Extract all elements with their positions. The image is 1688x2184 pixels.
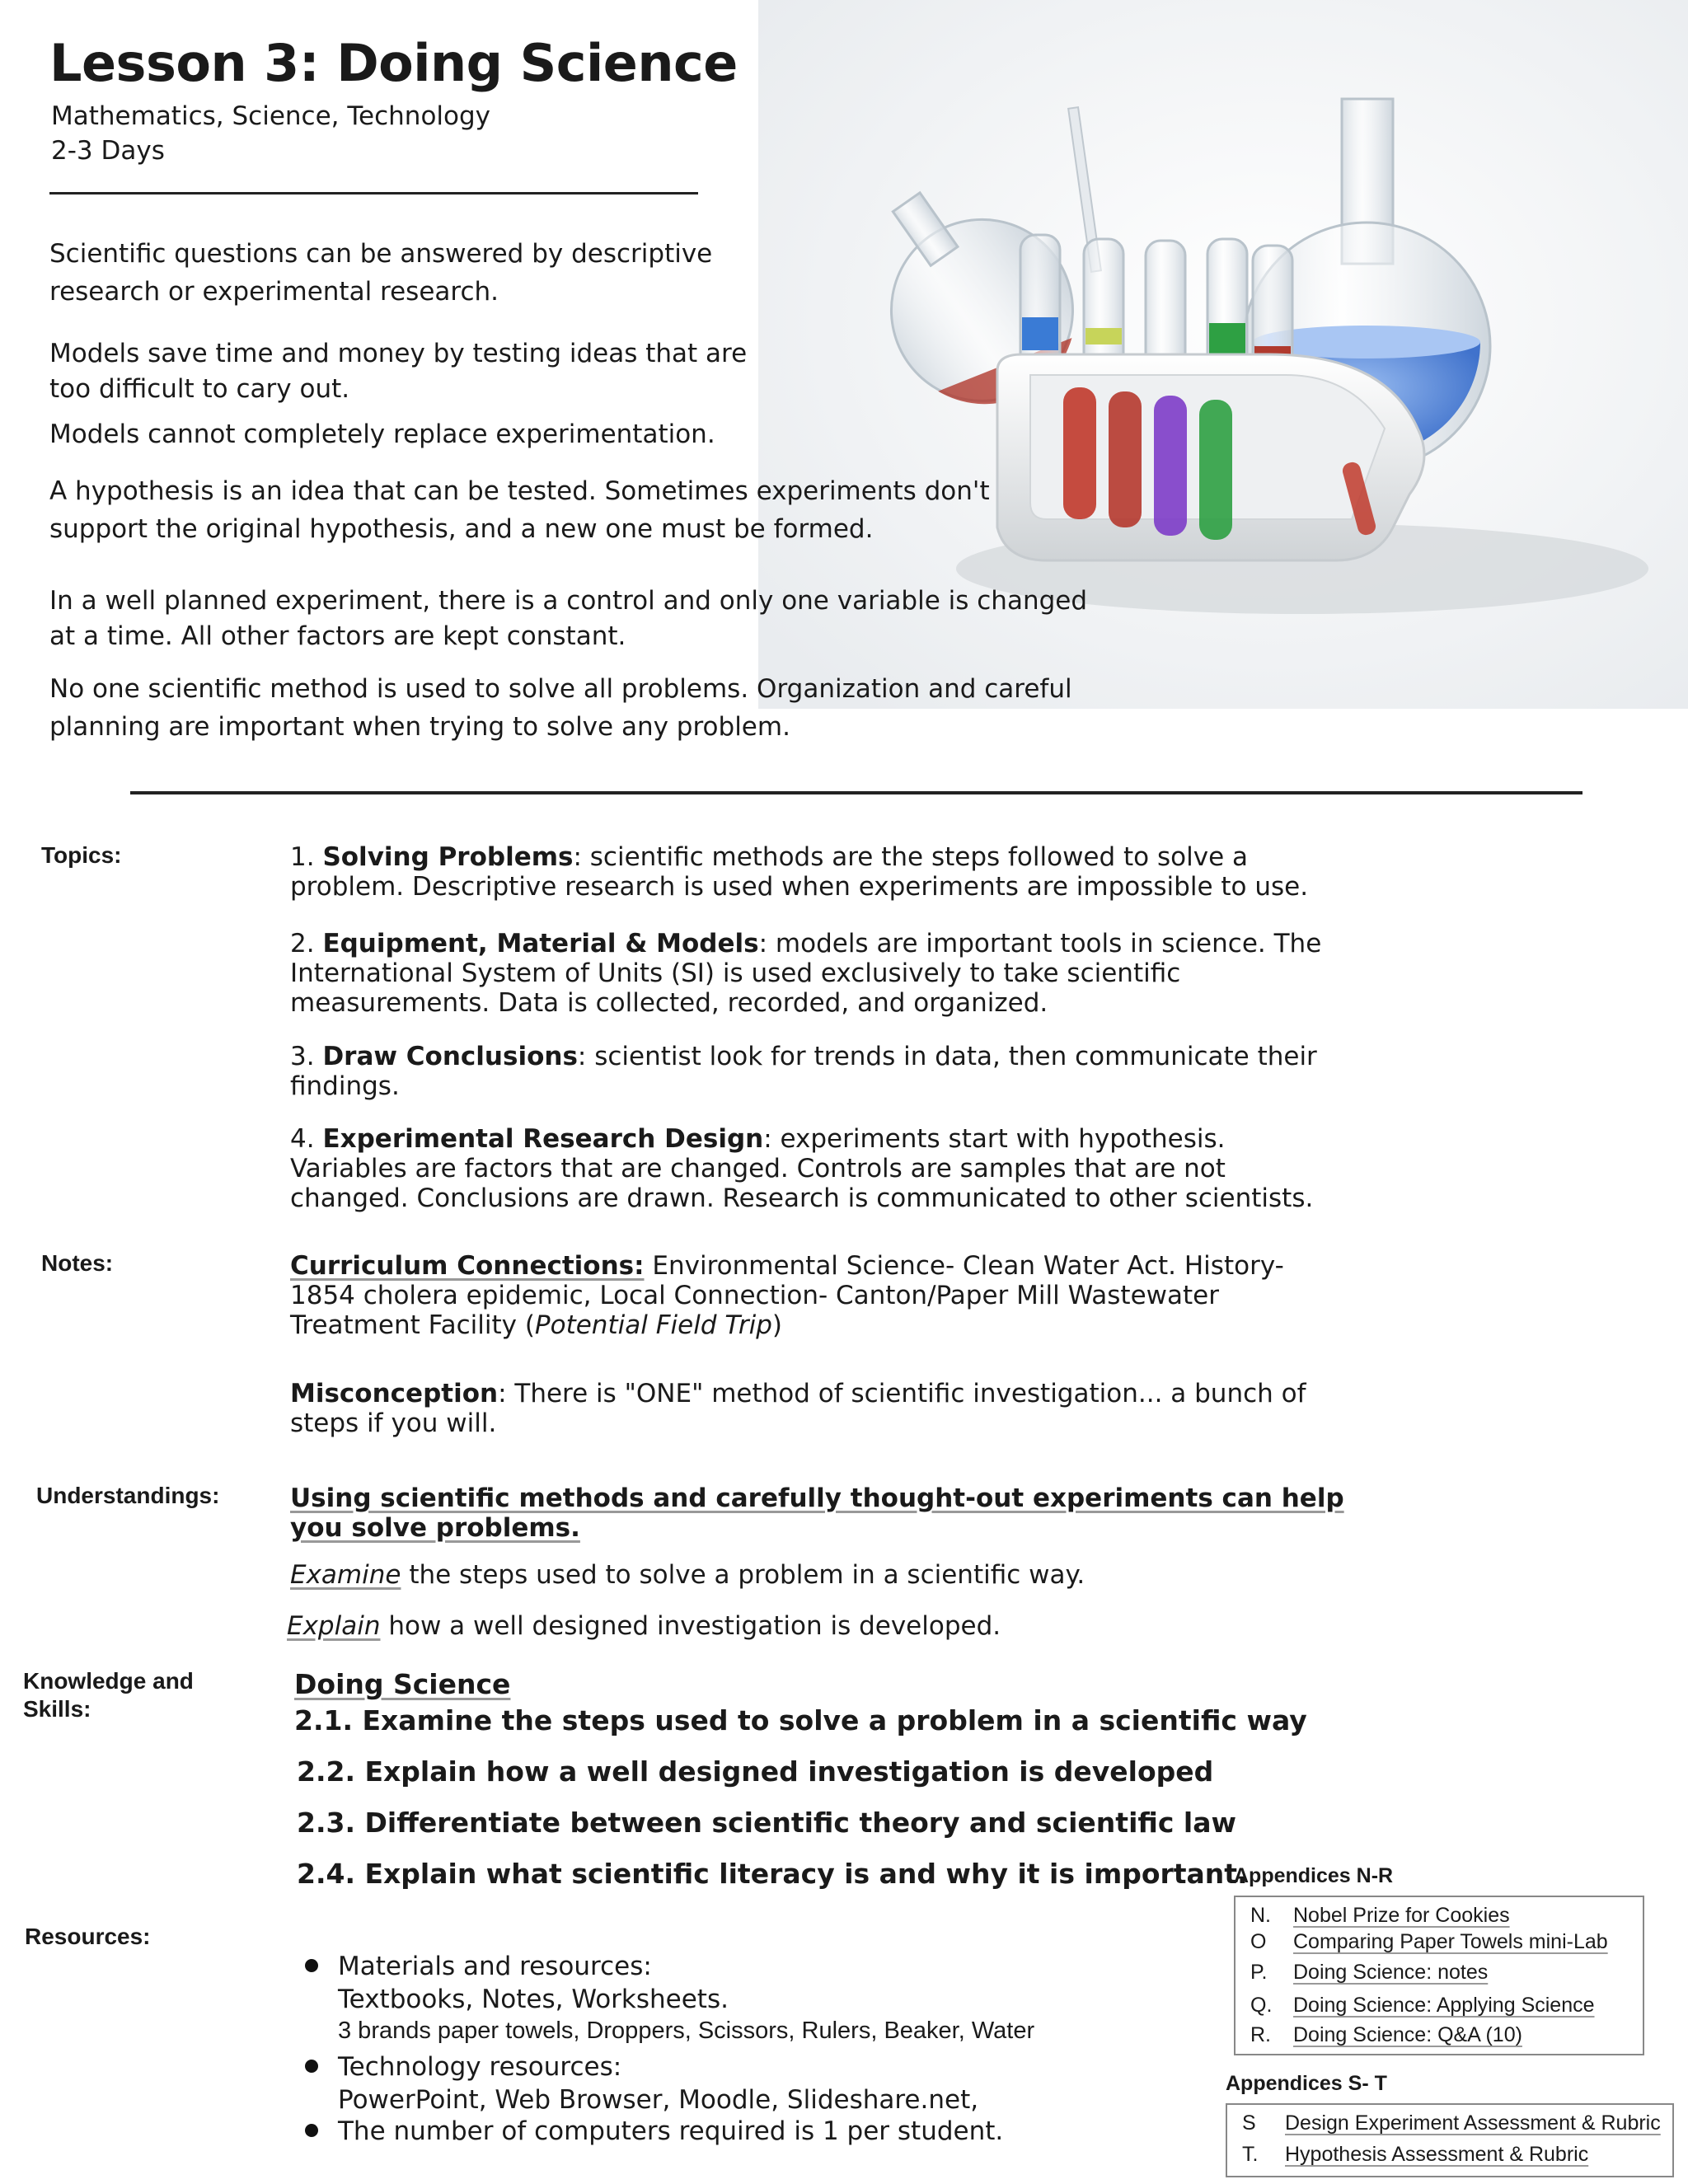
understandings-label: Understandings: (36, 1483, 220, 1508)
understanding-explain (287, 1611, 1001, 1641)
lesson-title: Lesson 3: Doing Science (49, 33, 738, 93)
appendices-st-title: Appendices S- T (1226, 2072, 1387, 2095)
skill-item: 2.3. Differentiate between scientific theory and scientific law (297, 1807, 1236, 1839)
intro-line: too difficult to cary out. (49, 374, 350, 404)
notes-text: Environmental Science- Clean Water Act. History- (644, 1251, 1284, 1281)
resource-text: Technology resources: (338, 2052, 622, 2082)
appendix-link[interactable]: Doing Science: Q&A (10) (1293, 2023, 1522, 2046)
subject-areas: Mathematics, Science, Technology (51, 101, 491, 131)
bullet-icon (305, 1959, 318, 1972)
topic-heading: Draw Conclusions (322, 1042, 578, 1071)
intro-statement-2 (49, 336, 747, 407)
bullet-icon (305, 2060, 318, 2073)
bullet-icon (305, 2124, 318, 2137)
topic-text: : experiments start with hypothesis. (763, 1124, 1226, 1154)
intro-line: at a time. All other factors are kept constant. (49, 621, 626, 651)
understanding-line: Using scientific methods and carefully thought-out experiments can help (290, 1483, 1344, 1513)
topic-4 (290, 1124, 1313, 1213)
title-divider (49, 192, 698, 194)
lesson-duration: 2-3 Days (51, 136, 165, 166)
intro-line: In a well planned experiment, there is a control and only one variable is changed (49, 586, 1088, 616)
intro-line: Scientific questions can be answered by descriptive (49, 239, 713, 269)
appendix-row-s[interactable] (1242, 2111, 1661, 2135)
resource-text: The number of computers required is 1 per student. (338, 2116, 1004, 2146)
appendices-nr-box (1234, 1896, 1644, 2055)
appendix-letter: S (1242, 2111, 1256, 2135)
intro-line: planning are important when trying to solve any problem. (49, 712, 790, 742)
understanding-examine (290, 1560, 1085, 1590)
intro-statement-5 (49, 583, 1087, 654)
appendix-row-r[interactable] (1250, 2023, 1522, 2047)
skill-item: 2.4. Explain what scientific literacy is and why it is important. (297, 1858, 1248, 1890)
topics-label: Topics: (41, 842, 122, 868)
intro-line: No one scientific method is used to solve all problems. Organization and careful (49, 674, 1072, 704)
appendix-row-t[interactable] (1242, 2143, 1588, 2167)
appendix-row-p[interactable] (1250, 1961, 1488, 1985)
appendix-letter: R. (1250, 2023, 1271, 2046)
topic-number: 3. (290, 1042, 315, 1071)
appendix-row-o[interactable] (1250, 1930, 1608, 1954)
notes-text: 1854 cholera epidemic, Local Connection- Canton/Paper Mill Wastewater (290, 1281, 1219, 1310)
intro-statement-4 (49, 472, 990, 548)
appendix-link[interactable]: Design Experiment Assessment & Rubric (1285, 2111, 1661, 2135)
skill-item: 2.1. Examine the steps used to solve a problem in a scientific way (294, 1704, 1307, 1736)
appendices-nr-title: Appendices N-R (1234, 1864, 1394, 1887)
topic-text: : scientist look for trends in data, then communicate their (577, 1042, 1317, 1071)
topic-number: 1. (290, 842, 315, 872)
understanding-text: the steps used to solve a problem in a scientific way. (401, 1560, 1085, 1590)
appendix-letter: P. (1250, 1961, 1268, 1984)
topic-text: changed. Conclusions are drawn. Research is communicated to other scientists. (290, 1183, 1314, 1213)
field-trip-note: Potential Field Trip (534, 1310, 772, 1340)
intro-line: Models cannot completely replace experimentation. (49, 419, 715, 449)
understanding-line: you solve problems. (290, 1513, 580, 1543)
appendix-link[interactable]: Doing Science: notes (1293, 1961, 1489, 1984)
examine-word: Examine (290, 1560, 401, 1590)
notes-text: : There is "ONE" method of scientific investigation... a bunch of (498, 1379, 1306, 1408)
curriculum-connections (290, 1251, 1284, 1340)
misconception-heading: Misconception (290, 1379, 499, 1408)
intro-line: Models save time and money by testing ideas that are (49, 339, 748, 368)
topic-text: : models are important tools in science. The (758, 929, 1322, 958)
knowledge-heading: Doing Science (294, 1668, 511, 1700)
resource-item-computers (305, 2115, 1003, 2148)
appendix-link[interactable]: Doing Science: Applying Science (1293, 1994, 1595, 2017)
appendix-link[interactable]: Hypothesis Assessment & Rubric (1285, 2143, 1589, 2166)
notes-text: steps if you will. (290, 1408, 497, 1438)
topic-2 (290, 929, 1321, 1018)
appendices-st-box (1226, 2103, 1674, 2177)
appendix-link[interactable]: Comparing Paper Towels mini-Lab (1293, 1930, 1608, 1953)
topic-text: International System of Units (SI) is used exclusively to take scientific (290, 958, 1181, 988)
knowledge-skills-label (23, 1667, 194, 1723)
resource-text: PowerPoint, Web Browser, Moodle, Slideshare.net, (338, 2085, 979, 2115)
topic-text: Variables are factors that are changed. Controls are samples that are not (290, 1154, 1226, 1183)
skill-item: 2.2. Explain how a well designed investigation is developed (297, 1755, 1214, 1788)
intro-line: support the original hypothesis, and a new one must be formed. (49, 514, 874, 544)
misconception (290, 1379, 1306, 1438)
appendix-letter: Q. (1250, 1994, 1273, 2017)
topic-text: problem. Descriptive research is used when experiments are impossible to use. (290, 872, 1309, 902)
curriculum-connections-heading: Curriculum Connections: (290, 1251, 645, 1281)
topic-heading: Equipment, Material & Models (322, 929, 759, 958)
appendix-letter: N. (1250, 1904, 1271, 1927)
topic-text: : scientific methods are the steps followed to solve a (573, 842, 1249, 872)
understanding-main (290, 1483, 1344, 1543)
topic-text: findings. (290, 1071, 400, 1101)
intro-line: research or experimental research. (49, 277, 499, 307)
understanding-text: how a well designed investigation is developed. (380, 1611, 1001, 1641)
appendix-row-q[interactable] (1250, 1994, 1595, 2018)
appendix-link[interactable]: Nobel Prize for Cookies (1293, 1904, 1510, 1927)
notes-label: Notes: (41, 1250, 114, 1276)
label-line: Knowledge and (23, 1668, 194, 1694)
intro-statement-6 (49, 670, 1072, 746)
notes-text: Treatment Facility ( (290, 1310, 535, 1340)
intro-line: A hypothesis is an idea that can be tested. Sometimes experiments don't (49, 476, 990, 506)
topic-3 (290, 1042, 1317, 1101)
topic-number: 2. (290, 929, 315, 958)
resource-item-materials (305, 1950, 1034, 2046)
explain-word: Explain (287, 1611, 381, 1641)
appendix-letter: T. (1242, 2143, 1259, 2166)
topic-number: 4. (290, 1124, 315, 1154)
appendix-letter: O (1250, 1930, 1267, 1953)
label-line: Skills: (23, 1696, 91, 1722)
topic-text: measurements. Data is collected, recorded, and organized. (290, 988, 1048, 1018)
intro-statement-1 (49, 235, 712, 311)
resource-text: Textbooks, Notes, Worksheets. (338, 1985, 729, 2014)
notes-text: ) (771, 1310, 783, 1340)
lesson-meta (51, 99, 490, 168)
topic-heading: Solving Problems (322, 842, 574, 872)
topic-1 (290, 842, 1308, 902)
resources-label: Resources: (25, 1924, 151, 1949)
intro-statement-3 (49, 415, 715, 453)
resource-item-technology (305, 2050, 978, 2116)
topic-heading: Experimental Research Design (322, 1124, 764, 1154)
section-divider (130, 791, 1582, 794)
resource-text: 3 brands paper towels, Droppers, Scissors, Rulers, Beaker, Water (338, 2018, 1035, 2044)
appendix-row-n[interactable] (1250, 1904, 1510, 1928)
resource-text: Materials and resources: (338, 1952, 652, 1981)
